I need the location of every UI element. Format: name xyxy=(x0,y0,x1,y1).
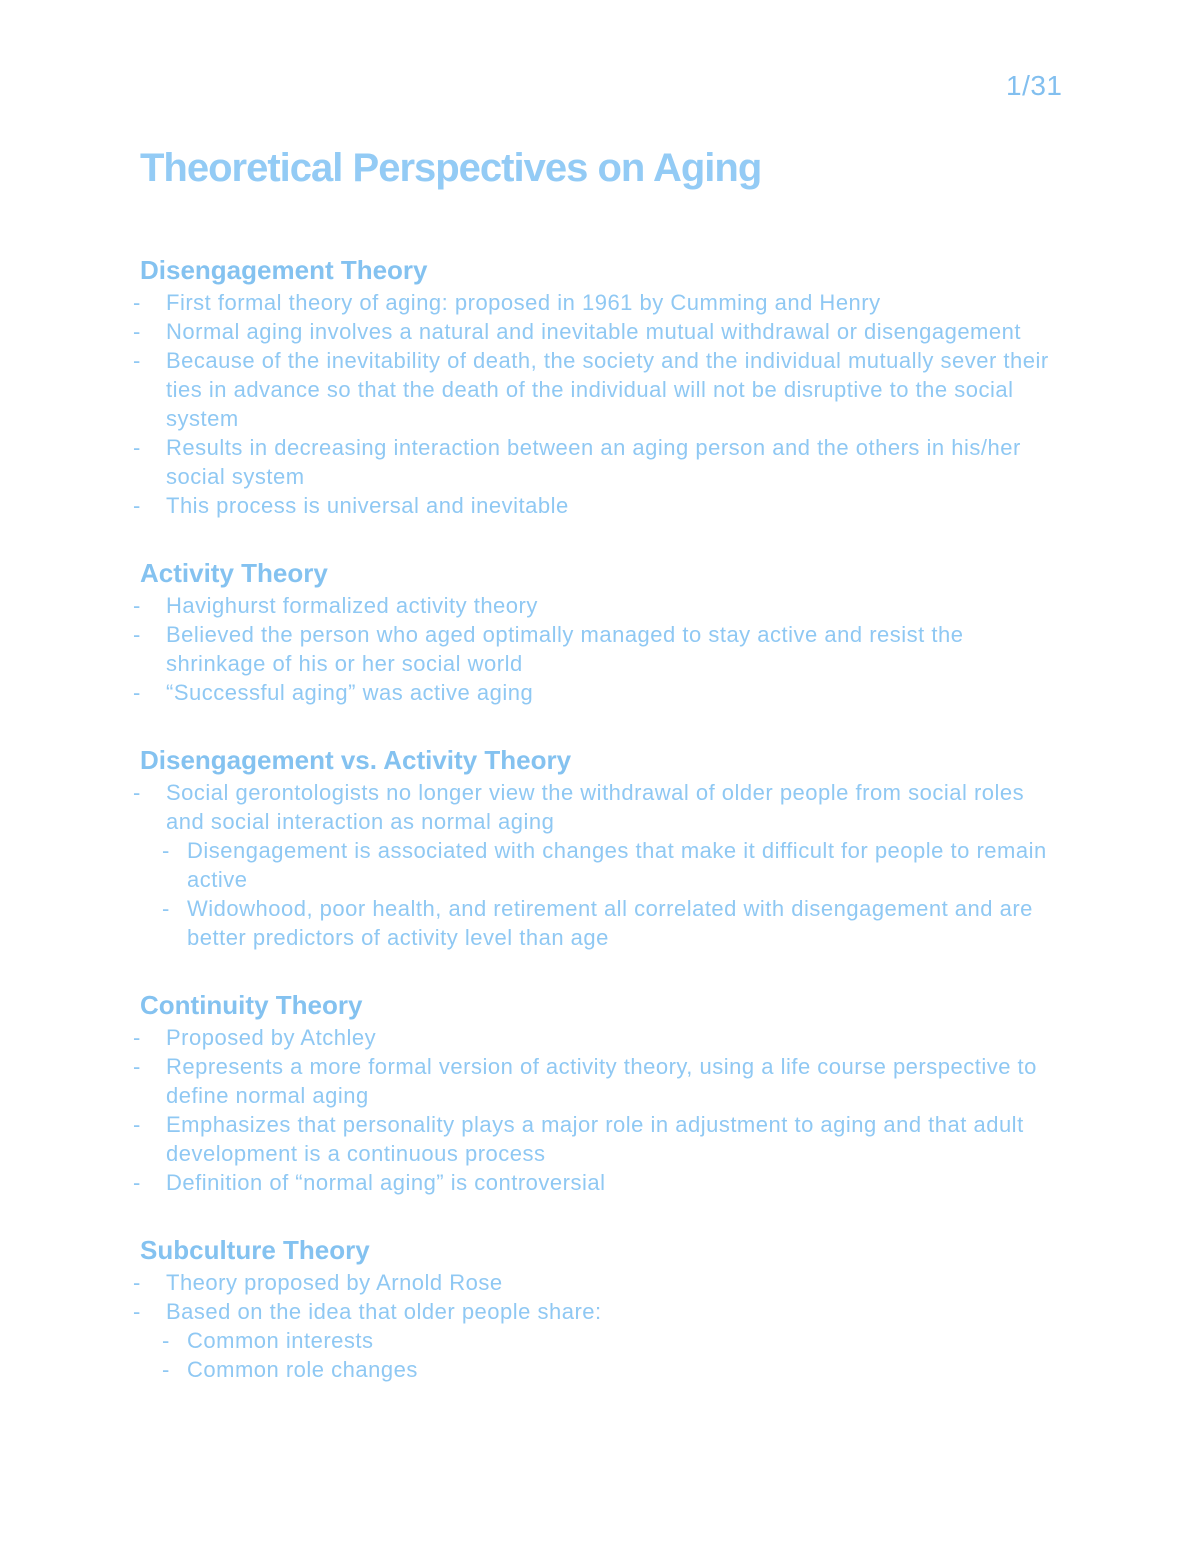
section xyxy=(133,558,1050,707)
bullet-dash: - xyxy=(133,1054,141,1079)
bullet-item xyxy=(162,894,1050,952)
bullet-dash: - xyxy=(133,290,141,315)
bullet-item xyxy=(133,620,1050,678)
bullet-item xyxy=(162,836,1050,894)
section xyxy=(133,1235,1050,1384)
bullet-item xyxy=(133,678,1050,707)
bullet-text: “Successful aging” was active aging xyxy=(166,680,534,705)
bullet-dash: - xyxy=(133,1270,141,1295)
bullet-item xyxy=(162,1326,1050,1355)
bullet-text: Represents a more formal version of activity theory, using a life course perspective to define normal aging xyxy=(166,1054,1037,1108)
bullet-dash: - xyxy=(162,1328,170,1353)
bullet-item xyxy=(133,433,1050,491)
bullet-text: Havighurst formalized activity theory xyxy=(166,593,538,618)
bullet-text: This process is universal and inevitable xyxy=(166,493,569,518)
bullet-dash: - xyxy=(162,1357,170,1382)
section xyxy=(133,255,1050,520)
bullet-item xyxy=(162,1355,1050,1384)
bullet-item xyxy=(133,1052,1050,1110)
bullet-text: Normal aging involves a natural and inevitable mutual withdrawal or disengagement xyxy=(166,319,1021,344)
sections-container xyxy=(133,255,1050,1384)
bullet-text: Common role changes xyxy=(187,1357,418,1382)
bullet-item xyxy=(133,346,1050,433)
bullet-dash: - xyxy=(133,493,141,518)
bullet-dash: - xyxy=(133,780,141,805)
bullet-dash: - xyxy=(133,1025,141,1050)
bullet-item xyxy=(133,591,1050,620)
section xyxy=(133,745,1050,952)
bullet-text: Because of the inevitability of death, the society and the individual mutually sever their ties in advance so that the death of the individual will not be disruptive to the social system xyxy=(166,348,1049,431)
bullet-text: Widowhood, poor health, and retirement all correlated with disengagement and are better predictors of activity level than age xyxy=(187,896,1033,950)
bullet-text: Definition of “normal aging” is controversial xyxy=(166,1170,606,1195)
bullet-dash: - xyxy=(133,680,141,705)
section xyxy=(133,990,1050,1197)
bullet-item xyxy=(133,1268,1050,1297)
bullet-dash: - xyxy=(133,319,141,344)
bullet-dash: - xyxy=(162,896,170,921)
bullet-text: Based on the idea that older people share: xyxy=(166,1299,602,1324)
bullet-dash: - xyxy=(133,435,141,460)
bullet-item xyxy=(133,317,1050,346)
bullet-text: Social gerontologists no longer view the withdrawal of older people from social roles and social interaction as normal aging xyxy=(166,780,1025,834)
bullet-text: Common interests xyxy=(187,1328,374,1353)
notes-content xyxy=(133,146,1050,1384)
bullet-dash: - xyxy=(133,1299,141,1324)
bullet-text: Results in decreasing interaction between an aging person and the others in his/her social system xyxy=(166,435,1021,489)
bullet-dash: - xyxy=(133,348,141,373)
bullet-item xyxy=(133,1023,1050,1052)
bullet-item xyxy=(133,1297,1050,1326)
bullet-text: Disengagement is associated with changes that make it difficult for people to remain active xyxy=(187,838,1047,892)
bullet-dash: - xyxy=(133,1170,141,1195)
page-number: 1/31 xyxy=(1006,70,1063,101)
bullet-item xyxy=(133,288,1050,317)
bullet-item xyxy=(133,1168,1050,1197)
bullet-text: Believed the person who aged optimally managed to stay active and resist the shrinkage of his or her social world xyxy=(166,622,964,676)
bullet-text: Theory proposed by Arnold Rose xyxy=(166,1270,503,1295)
section-heading: Disengagement vs. Activity Theory xyxy=(140,745,572,775)
bullet-dash: - xyxy=(133,593,141,618)
bullet-item xyxy=(133,491,1050,520)
bullet-text: Proposed by Atchley xyxy=(166,1025,377,1050)
bullet-item xyxy=(133,1110,1050,1168)
bullet-text: First formal theory of aging: proposed in 1961 by Cumming and Henry xyxy=(166,290,881,315)
bullet-dash: - xyxy=(133,622,141,647)
section-heading: Disengagement Theory xyxy=(140,255,428,285)
bullet-dash: - xyxy=(162,838,170,863)
bullet-text: Emphasizes that personality plays a major role in adjustment to aging and that adult development is a continuous process xyxy=(166,1112,1024,1166)
section-heading: Continuity Theory xyxy=(140,990,363,1020)
bullet-dash: - xyxy=(133,1112,141,1137)
bullet-item xyxy=(133,778,1050,836)
section-heading: Subculture Theory xyxy=(140,1235,370,1265)
page-title: Theoretical Perspectives on Aging xyxy=(140,146,762,190)
section-heading: Activity Theory xyxy=(140,558,328,588)
